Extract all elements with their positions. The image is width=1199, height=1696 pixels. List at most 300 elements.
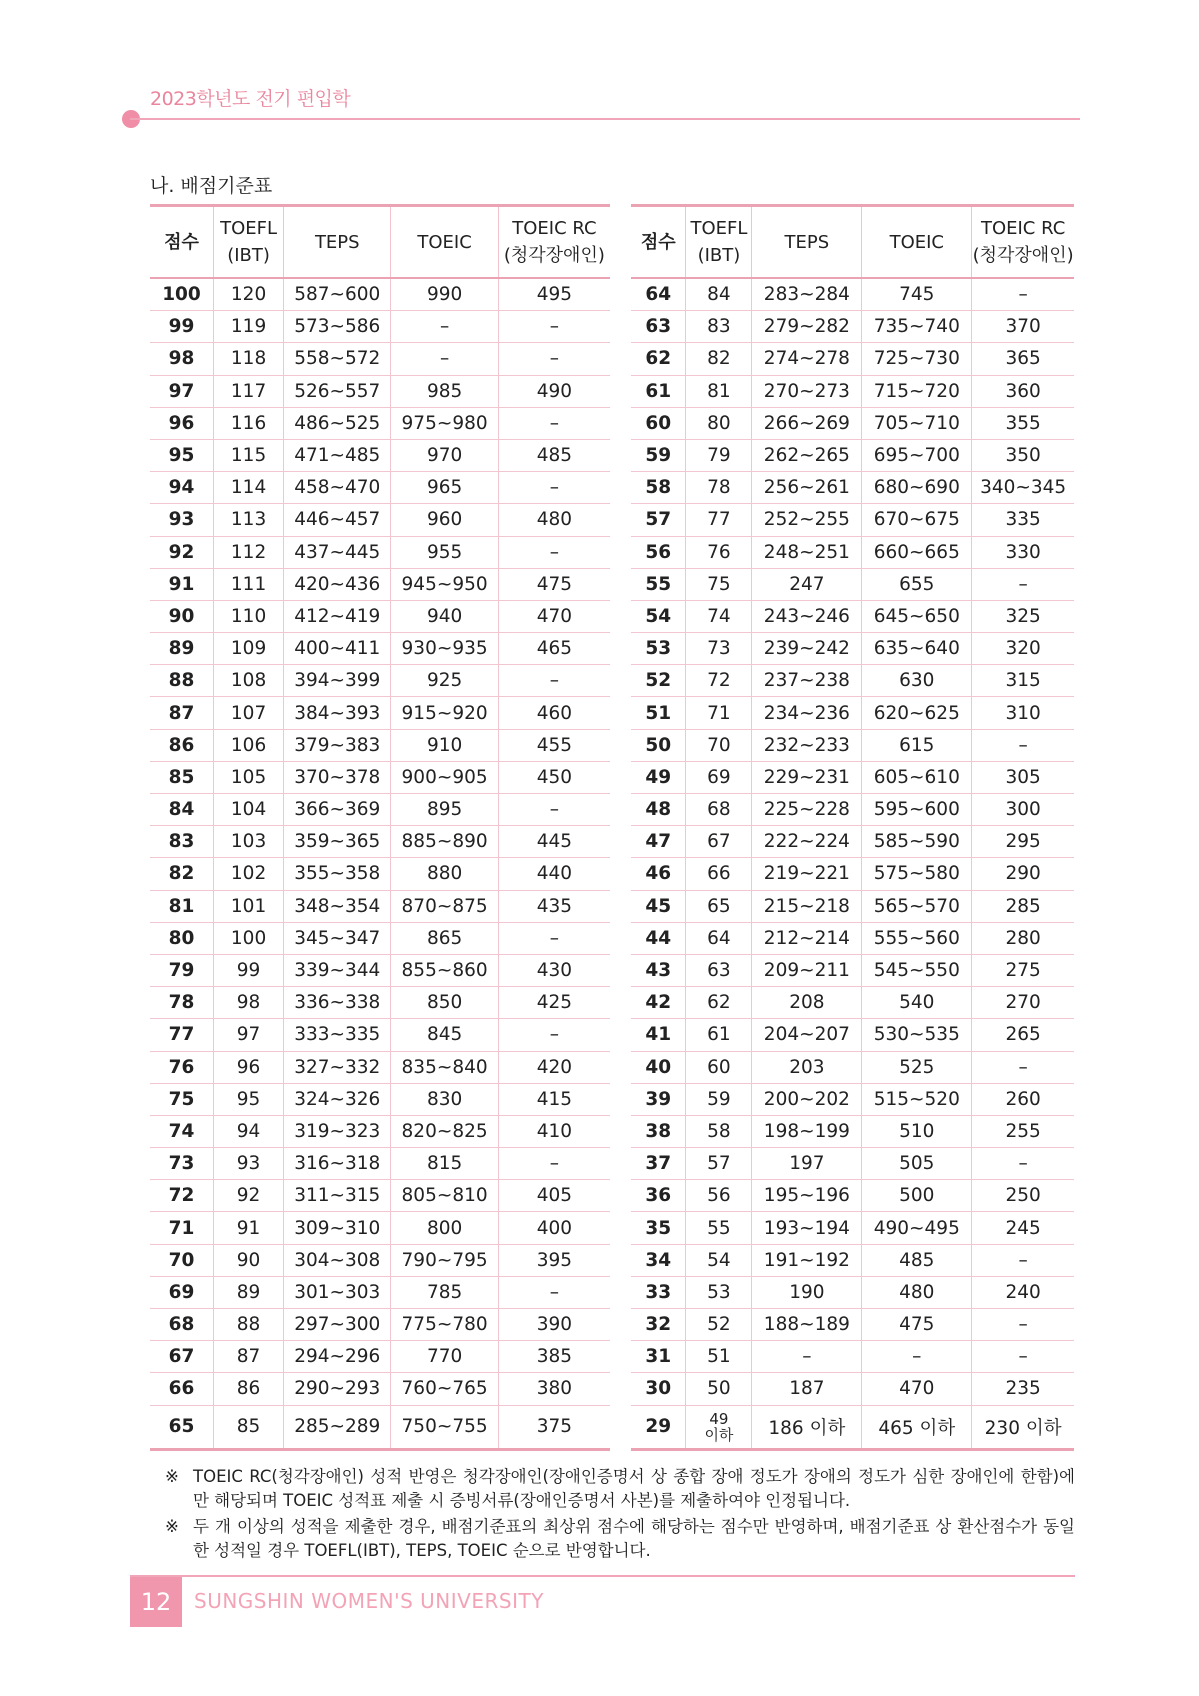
table-row xyxy=(150,1373,610,1405)
toefl-cell: 70 xyxy=(686,729,752,761)
table-row xyxy=(150,1212,610,1244)
table-row xyxy=(631,472,1074,504)
toefl-cell: 91 xyxy=(214,1212,284,1244)
teps-cell: 208 xyxy=(752,987,862,1019)
toeic-rc-cell: 410 xyxy=(498,1115,610,1147)
score-cell: 95 xyxy=(150,439,214,471)
table-row xyxy=(150,858,610,890)
table-row xyxy=(150,761,610,793)
toeic-rc-cell: 250 xyxy=(972,1180,1074,1212)
toeic-rc-cell: 465 xyxy=(498,633,610,665)
score-cell: 38 xyxy=(631,1115,686,1147)
toefl-cell: 50 xyxy=(686,1373,752,1405)
table-row xyxy=(631,697,1074,729)
toeic-rc-cell: 310 xyxy=(972,697,1074,729)
toefl-cell: 75 xyxy=(686,568,752,600)
toefl-cell: 89 xyxy=(214,1276,284,1308)
toefl-cell: 55 xyxy=(686,1212,752,1244)
score-cell: 78 xyxy=(150,987,214,1019)
toeic-cell: 865 xyxy=(391,922,498,954)
teps-cell: 319~323 xyxy=(284,1115,391,1147)
teps-cell: 471~485 xyxy=(284,439,391,471)
teps-cell: 266~269 xyxy=(752,407,862,439)
teps-cell: 345~347 xyxy=(284,922,391,954)
toeic-cell: 895 xyxy=(391,794,498,826)
teps-cell: 187 xyxy=(752,1373,862,1405)
toefl-cell: 77 xyxy=(686,504,752,536)
teps-cell: 446~457 xyxy=(284,504,391,536)
toeic-rc-cell: 395 xyxy=(498,1244,610,1276)
toeic-rc-cell: 280 xyxy=(972,922,1074,954)
teps-cell: 355~358 xyxy=(284,858,391,890)
toeic-rc-cell: 390 xyxy=(498,1309,610,1341)
table-row xyxy=(631,987,1074,1019)
toeic-rc-cell: 490 xyxy=(498,375,610,407)
score-cell: 92 xyxy=(150,536,214,568)
toeic-rc-cell: 340~345 xyxy=(972,472,1074,504)
toeic-cell: 660~665 xyxy=(862,536,972,568)
teps-cell: 190 xyxy=(752,1276,862,1308)
toeic-cell: 775~780 xyxy=(391,1309,498,1341)
teps-cell: 486~525 xyxy=(284,407,391,439)
toeic-rc-cell: – xyxy=(498,311,610,343)
toeic-cell: 830 xyxy=(391,1083,498,1115)
toeic-rc-cell: – xyxy=(972,568,1074,600)
teps-cell: – xyxy=(752,1341,862,1373)
toefl-cell: 52 xyxy=(686,1309,752,1341)
toefl-cell: 113 xyxy=(214,504,284,536)
toeic-cell: 725~730 xyxy=(862,343,972,375)
teps-cell: 237~238 xyxy=(752,665,862,697)
table-header-row xyxy=(631,206,1074,279)
toefl-cell: 112 xyxy=(214,536,284,568)
toeic-cell: 540 xyxy=(862,987,972,1019)
table-row xyxy=(150,922,610,954)
teps-cell: 316~318 xyxy=(284,1148,391,1180)
toeic-cell: – xyxy=(862,1341,972,1373)
toeic-cell: 805~810 xyxy=(391,1180,498,1212)
toeic-cell: 620~625 xyxy=(862,697,972,729)
score-cell: 86 xyxy=(150,729,214,761)
toefl-cell: 72 xyxy=(686,665,752,697)
toeic-cell: 595~600 xyxy=(862,794,972,826)
teps-cell: 239~242 xyxy=(752,633,862,665)
toeic-cell: 655 xyxy=(862,568,972,600)
toefl-cell: 71 xyxy=(686,697,752,729)
toefl-cell: 86 xyxy=(214,1373,284,1405)
teps-cell: 304~308 xyxy=(284,1244,391,1276)
toeic-rc-cell: 235 xyxy=(972,1373,1074,1405)
toefl-cell: 57 xyxy=(686,1148,752,1180)
toefl-cell: 120 xyxy=(214,278,284,311)
teps-cell: 359~365 xyxy=(284,826,391,858)
toeic-rc-cell: – xyxy=(498,922,610,954)
table-row xyxy=(150,1309,610,1341)
teps-cell: 366~369 xyxy=(284,794,391,826)
toefl-cell: 116 xyxy=(214,407,284,439)
table-row xyxy=(150,794,610,826)
toeic-rc-cell: 480 xyxy=(498,504,610,536)
toefl-cell: 95 xyxy=(214,1083,284,1115)
score-cell: 94 xyxy=(150,472,214,504)
score-cell: 70 xyxy=(150,1244,214,1276)
table-row xyxy=(150,1115,610,1147)
score-cell: 56 xyxy=(631,536,686,568)
teps-cell: 188~189 xyxy=(752,1309,862,1341)
toefl-cell: 106 xyxy=(214,729,284,761)
toeic-cell: 505 xyxy=(862,1148,972,1180)
table-header-row xyxy=(150,206,610,279)
toeic-rc-cell: – xyxy=(972,1244,1074,1276)
score-cell: 63 xyxy=(631,311,686,343)
toeic-cell: 500 xyxy=(862,1180,972,1212)
toeic-rc-cell: 335 xyxy=(972,504,1074,536)
toefl-cell: 117 xyxy=(214,375,284,407)
score-cell: 88 xyxy=(150,665,214,697)
toefl-cell: 82 xyxy=(686,343,752,375)
score-cell: 41 xyxy=(631,1019,686,1051)
toeic-cell: 605~610 xyxy=(862,761,972,793)
toeic-cell: 635~640 xyxy=(862,633,972,665)
table-row xyxy=(631,1115,1074,1147)
page-number: 12 xyxy=(130,1577,182,1627)
toeic-rc-cell: 275 xyxy=(972,954,1074,986)
toeic-rc-cell: 420 xyxy=(498,1051,610,1083)
toeic-cell: 785 xyxy=(391,1276,498,1308)
toeic-cell: 565~570 xyxy=(862,890,972,922)
score-cell: 37 xyxy=(631,1148,686,1180)
toeic-cell: – xyxy=(391,343,498,375)
score-cell: 46 xyxy=(631,858,686,890)
teps-cell: 394~399 xyxy=(284,665,391,697)
toefl-cell: 63 xyxy=(686,954,752,986)
toefl-cell: 64 xyxy=(686,922,752,954)
table-row xyxy=(631,1405,1074,1449)
toeic-cell: 945~950 xyxy=(391,568,498,600)
toefl-cell: 65 xyxy=(686,890,752,922)
table-row xyxy=(631,536,1074,568)
teps-cell: 309~310 xyxy=(284,1212,391,1244)
score-cell: 57 xyxy=(631,504,686,536)
teps-cell: 297~300 xyxy=(284,1309,391,1341)
toefl-cell: 119 xyxy=(214,311,284,343)
score-cell: 96 xyxy=(150,407,214,439)
table-row xyxy=(631,278,1074,311)
note-item xyxy=(165,1465,1075,1513)
toeic-rc-cell: 460 xyxy=(498,697,610,729)
toeic-rc-cell: – xyxy=(498,1019,610,1051)
score-cell: 91 xyxy=(150,568,214,600)
toefl-cell: 84 xyxy=(686,278,752,311)
note-mark: ※ xyxy=(165,1467,179,1486)
score-cell: 62 xyxy=(631,343,686,375)
teps-cell: 336~338 xyxy=(284,987,391,1019)
score-cell: 77 xyxy=(150,1019,214,1051)
toeic-cell: 760~765 xyxy=(391,1373,498,1405)
toeic-rc-cell: 230 이하 xyxy=(972,1405,1074,1449)
toeic-rc-cell: 405 xyxy=(498,1180,610,1212)
score-cell: 40 xyxy=(631,1051,686,1083)
col-toefl xyxy=(214,206,284,279)
toeic-cell: 545~550 xyxy=(862,954,972,986)
table-row xyxy=(631,568,1074,600)
teps-cell: 294~296 xyxy=(284,1341,391,1373)
teps-cell: 526~557 xyxy=(284,375,391,407)
table-row xyxy=(631,1180,1074,1212)
toeic-rc-cell: 445 xyxy=(498,826,610,858)
score-cell: 64 xyxy=(631,278,686,311)
toefl-cell: 108 xyxy=(214,665,284,697)
toeic-rc-cell: – xyxy=(498,407,610,439)
score-cell: 81 xyxy=(150,890,214,922)
score-cell: 82 xyxy=(150,858,214,890)
toeic-rc-cell: 255 xyxy=(972,1115,1074,1147)
score-cell: 65 xyxy=(168,1416,195,1438)
score-cell: 76 xyxy=(150,1051,214,1083)
note-item xyxy=(165,1515,1075,1563)
score-cell: 52 xyxy=(631,665,686,697)
toefl-cell: 83 xyxy=(686,311,752,343)
toefl-cell: 59 xyxy=(686,1083,752,1115)
score-cell: 34 xyxy=(631,1244,686,1276)
score-cell: 68 xyxy=(150,1309,214,1341)
score-cell: 54 xyxy=(631,600,686,632)
table-row xyxy=(631,922,1074,954)
toeic-rc-cell: 320 xyxy=(972,633,1074,665)
score-table-left xyxy=(150,204,610,1451)
header-divider xyxy=(130,118,1080,120)
col-rc-line1: TOEIC RC xyxy=(980,218,1066,239)
table-row xyxy=(150,1083,610,1115)
toeic-cell: 680~690 xyxy=(862,472,972,504)
teps-cell: 252~255 xyxy=(752,504,862,536)
toeic-rc-cell: 315 xyxy=(972,665,1074,697)
teps-cell: 232~233 xyxy=(752,729,862,761)
toeic-cell: 750~755 xyxy=(391,1405,498,1449)
toefl-cell: 100 xyxy=(214,922,284,954)
table-row xyxy=(150,439,610,471)
table-row xyxy=(150,536,610,568)
toefl-cell: 110 xyxy=(214,600,284,632)
teps-cell: 219~221 xyxy=(752,858,862,890)
note-mark: ※ xyxy=(165,1517,179,1536)
toeic-rc-cell: 375 xyxy=(498,1405,610,1449)
toeic-cell: 970 xyxy=(391,439,498,471)
table-row xyxy=(631,343,1074,375)
toeic-rc-cell: 495 xyxy=(498,278,610,311)
score-cell: 44 xyxy=(631,922,686,954)
toefl-cell: 102 xyxy=(214,858,284,890)
toeic-cell: 480 xyxy=(862,1276,972,1308)
toeic-rc-cell: 265 xyxy=(972,1019,1074,1051)
score-cell: 60 xyxy=(631,407,686,439)
toeic-rc-cell: – xyxy=(972,1051,1074,1083)
score-cell: 58 xyxy=(631,472,686,504)
teps-cell: 234~236 xyxy=(752,697,862,729)
toefl-cell: 97 xyxy=(214,1019,284,1051)
table-row xyxy=(150,1180,610,1212)
toeic-rc-cell: 290 xyxy=(972,858,1074,890)
toeic-rc-cell: 260 xyxy=(972,1083,1074,1115)
toeic-cell: 955 xyxy=(391,536,498,568)
toefl-cell: 96 xyxy=(214,1051,284,1083)
table-row xyxy=(631,1083,1074,1115)
toeic-cell: 910 xyxy=(391,729,498,761)
toeic-rc-cell: 350 xyxy=(972,439,1074,471)
toefl-cell: 74 xyxy=(686,600,752,632)
teps-cell: 400~411 xyxy=(284,633,391,665)
toeic-rc-cell: – xyxy=(498,794,610,826)
toefl-cell: 81 xyxy=(686,375,752,407)
score-cell: 43 xyxy=(631,954,686,986)
toefl-cell: 54 xyxy=(686,1244,752,1276)
toeic-cell: 940 xyxy=(391,600,498,632)
score-cell: 48 xyxy=(631,794,686,826)
toeic-rc-cell: 400 xyxy=(498,1212,610,1244)
toeic-cell: 850 xyxy=(391,987,498,1019)
table-row xyxy=(150,987,610,1019)
toeic-rc-cell: – xyxy=(498,1276,610,1308)
toeic-cell: 510 xyxy=(862,1115,972,1147)
toeic-rc-cell: 325 xyxy=(972,600,1074,632)
toeic-rc-cell: – xyxy=(498,472,610,504)
table-row xyxy=(631,1019,1074,1051)
table-row xyxy=(631,1309,1074,1341)
table-row xyxy=(631,761,1074,793)
toefl-cell: 73 xyxy=(686,633,752,665)
toeic-rc-cell: 285 xyxy=(972,890,1074,922)
table-row xyxy=(150,600,610,632)
toeic-cell: 990 xyxy=(391,278,498,311)
teps-cell: 193~194 xyxy=(752,1212,862,1244)
toeic-cell: 915~920 xyxy=(391,697,498,729)
toeic-rc-cell: 430 xyxy=(498,954,610,986)
score-cell: 67 xyxy=(150,1341,214,1373)
score-cell: 89 xyxy=(150,633,214,665)
teps-cell: 379~383 xyxy=(284,729,391,761)
toeic-cell: 790~795 xyxy=(391,1244,498,1276)
toefl-cell: 69 xyxy=(686,761,752,793)
teps-cell: 420~436 xyxy=(284,568,391,600)
toeic-cell: 820~825 xyxy=(391,1115,498,1147)
toeic-rc-cell: – xyxy=(972,729,1074,761)
col-toeic: TOEIC xyxy=(391,206,498,279)
toefl-cell: 79 xyxy=(686,439,752,471)
toeic-cell: 770 xyxy=(391,1341,498,1373)
teps-cell: 290~293 xyxy=(284,1373,391,1405)
toefl-cell: 90 xyxy=(214,1244,284,1276)
toefl-cell: 114 xyxy=(214,472,284,504)
toeic-cell: 975~980 xyxy=(391,407,498,439)
teps-cell: 222~224 xyxy=(752,826,862,858)
col-toefl-line2: (IBT) xyxy=(227,245,270,266)
university-name: SUNGSHIN WOMEN'S UNIVERSITY xyxy=(194,1589,544,1613)
teps-cell: 204~207 xyxy=(752,1019,862,1051)
table-row xyxy=(150,697,610,729)
table-row xyxy=(150,826,610,858)
teps-cell: 412~419 xyxy=(284,600,391,632)
score-cell: 98 xyxy=(150,343,214,375)
toefl-cell: 60 xyxy=(686,1051,752,1083)
toeic-cell: 585~590 xyxy=(862,826,972,858)
toeic-rc-cell: – xyxy=(498,343,610,375)
toeic-cell: 925 xyxy=(391,665,498,697)
toefl-cell: 56 xyxy=(686,1180,752,1212)
teps-cell: 212~214 xyxy=(752,922,862,954)
toefl-cell: 93 xyxy=(214,1148,284,1180)
teps-cell: 270~273 xyxy=(752,375,862,407)
toeic-cell: 575~580 xyxy=(862,858,972,890)
toeic-cell: 855~860 xyxy=(391,954,498,986)
toeic-rc-cell: 385 xyxy=(498,1341,610,1373)
teps-cell: 301~303 xyxy=(284,1276,391,1308)
col-score: 점수 xyxy=(150,206,214,279)
score-cell: 55 xyxy=(631,568,686,600)
toeic-cell: 485 xyxy=(862,1244,972,1276)
teps-cell: 247 xyxy=(752,568,862,600)
teps-cell: 198~199 xyxy=(752,1115,862,1147)
table-row xyxy=(150,375,610,407)
toefl-cell: 68 xyxy=(686,794,752,826)
teps-cell: 274~278 xyxy=(752,343,862,375)
header-title: 2023학년도 전기 편입학 xyxy=(150,88,351,110)
toeic-rc-cell: 455 xyxy=(498,729,610,761)
toeic-rc-cell: 330 xyxy=(972,536,1074,568)
toeic-rc-cell: 300 xyxy=(972,794,1074,826)
toefl-cell: 107 xyxy=(214,697,284,729)
col-rc-line2: (청각장애인) xyxy=(972,245,1074,266)
table-row xyxy=(150,729,610,761)
col-score: 점수 xyxy=(631,206,686,279)
toeic-cell: 930~935 xyxy=(391,633,498,665)
score-cell: 49 xyxy=(631,761,686,793)
col-toefl-line1: TOEFL xyxy=(690,218,748,239)
teps-cell: 243~246 xyxy=(752,600,862,632)
score-cell: 100 xyxy=(150,278,214,311)
toefl-cell: 62 xyxy=(686,987,752,1019)
toeic-cell: 705~710 xyxy=(862,407,972,439)
table-row xyxy=(150,472,610,504)
toefl-cell: 78 xyxy=(686,472,752,504)
toeic-rc-cell: 370 xyxy=(972,311,1074,343)
toeic-rc-cell: 475 xyxy=(498,568,610,600)
teps-cell: 186 이하 xyxy=(752,1405,862,1449)
table-row xyxy=(631,858,1074,890)
score-cell: 59 xyxy=(631,439,686,471)
teps-cell: 225~228 xyxy=(752,794,862,826)
table-row xyxy=(150,890,610,922)
toeic-cell: 885~890 xyxy=(391,826,498,858)
score-cell: 31 xyxy=(631,1341,686,1373)
score-cell: 61 xyxy=(631,375,686,407)
col-toeic-rc xyxy=(498,206,610,279)
toefl-cell: 61 xyxy=(686,1019,752,1051)
col-teps: TEPS xyxy=(284,206,391,279)
score-cell: 36 xyxy=(631,1180,686,1212)
table-row xyxy=(150,1276,610,1308)
toefl-cell: 49 이하 xyxy=(686,1405,752,1449)
toeic-cell: 645~650 xyxy=(862,600,972,632)
toeic-rc-cell: 470 xyxy=(498,600,610,632)
toeic-rc-cell: 305 xyxy=(972,761,1074,793)
score-cell: 84 xyxy=(150,794,214,826)
toeic-cell: 530~535 xyxy=(862,1019,972,1051)
table-row xyxy=(631,407,1074,439)
toefl-cell: 115 xyxy=(214,439,284,471)
teps-cell: 215~218 xyxy=(752,890,862,922)
table-row xyxy=(631,1373,1074,1405)
toefl-cell: 85 xyxy=(214,1405,284,1449)
